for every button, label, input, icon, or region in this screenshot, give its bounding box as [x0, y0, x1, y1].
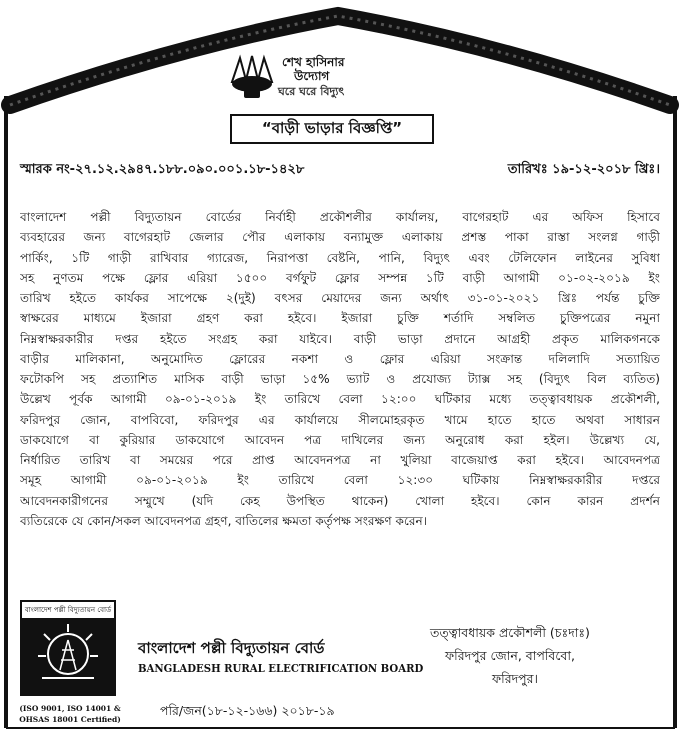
body-line: সমূহ আগামী ০৯-০১-২০১৯ ইং তারিখে বেলা ১২:৩০ ঘটিকায় নিম্নস্বাক্ষরকারীর দপ্তরে — [20, 473, 660, 488]
body-line: তারিখ হইতে কার্যকর সাপেক্ষে ২(দুই) বৎসর মেয়াদের জন্য অর্থাৎ ৩১-০১-২০২১ খ্রিঃ পর্যন্ত চুক্তি — [20, 291, 660, 305]
body-line: ব্যতিরেকে যে কোন/সকল আবেদনপত্র গ্রহণ, বাতিলের ক্ষমতা কর্তৃপক্ষ সংরক্ষণ করেন। — [20, 513, 428, 528]
body-line: স্বাক্ষরের মাধ্যমে ইজারা গ্রহণ করা হইবে। ইজারা চুক্তি শর্তাদি সম্বলিত চুক্তিপত্রের নমুনা — [20, 311, 660, 326]
body-line: নিম্নস্বাক্ষরকারীর দপ্তর হইতে সংগ্রহ করা যাইবে। বাড়ী ভাড়া প্রদানে আগ্রহী প্রকৃত মালিকগনকে — [20, 331, 660, 346]
body-line: ব্যবহারের জন্য বাগেরহাট জেলার পৌর এলাকায় বন্যামুক্ত এলাকায় প্রশস্ত পাকা রাস্তা সংলগ্ন গাড়ী — [20, 230, 660, 245]
org-name-english: BANGLADESH RURAL ELECTRIFICATION BOARD — [138, 662, 424, 675]
body-line: নির্ধারিত তারিখ বা সময়ের পরে প্রাপ্ত আবেদনপত্র না খুলিয়া বাজেয়াপ্ত করা হইবে। আবেদনপত্র — [20, 453, 660, 467]
breb-logo-caption: বাংলাদেশ পল্লী বিদ্যুতায়ন বোর্ড — [22, 602, 114, 618]
body-line: সহ নুণতম পক্ষে ফ্লোর এরিয়া ১৫০০ বর্গফুট ফ্লোর সম্পন্ন ১টি বাড়ী আগামী ০১-০২-২০১৯ ইং — [20, 270, 660, 285]
body-line: বাড়ীর মালিকানা, অনুমোদিত ফ্লোরের নকশা ও ফ্লোর এরিয়া সংক্রান্ত দলিলাদি সত্যায়িত — [20, 351, 660, 366]
org-name-bangla: বাংলাদেশ পল্লী বিদ্যুতায়ন বোর্ড — [138, 639, 325, 657]
logo-line-3: ঘরে ঘরে বিদ্যুৎ — [278, 85, 345, 98]
pylon-icon — [22, 618, 114, 694]
body-line: আবেদনকারীগনের সম্মুখে (যদি কেহ উপস্থিত থাকেন) খোলা হইবে। কোন কারন প্রদর্শন — [20, 493, 660, 508]
body-line: পার্কিং, ১টি গাড়ী রাখিবার গ্যারেজ, নিরাপত্তা বেষ্টনি, পানি, বিদ্যুৎ এবং টেলিফোন লাইনের সুবিধা — [20, 250, 660, 265]
signatory-office: ফরিদপুর জোন, বাপবিবো, — [445, 648, 575, 663]
body-line: ফরিদপুর জোন, বাপবিবো, ফরিদপুর এর কার্যালয়ে সীলমোহরকৃত খামে হাতে হাতে অথবা সাধারন — [20, 412, 660, 427]
body-line: বাংলাদেশ পল্লী বিদ্যুতায়ন বোর্ডের নির্বাহী প্রকৌশলীর কার্যালয়, বাগেরহাট এর অফিস হিসাবে — [20, 210, 660, 224]
logo-line-1: শেখ হাসিনার — [282, 55, 345, 69]
bulb-icon — [226, 52, 276, 100]
reference-line — [20, 160, 660, 182]
iso-certification: (ISO 9001, ISO 14001 & OHSAS 18001 Certified) — [19, 704, 121, 724]
body-line: ডাকযোগে বা কুরিয়ার ডাকযোগে আবেদন পত্র দাখিলের জন্য অনুরোধ করা হইল। উল্লেখ্য যে, — [20, 432, 660, 447]
memo-number: স্মারক নং-২৭.১২.২৯৪৭.১৮৮.০৯০.০০১.১৮-১৪২৮ — [20, 162, 305, 177]
body-line: ফটোকপি সহ প্রত্যাশিত মাসিক বাড়ী ভাড়া ১৫% ভ্যাট ও প্রযোজ্য ট্যাক্স সহ (বিদ্যুৎ বিল ব্যতিত) — [20, 372, 660, 386]
notice-date: তারিখঃ ১৯-১২-২০১৮ খ্রিঃ। — [507, 162, 660, 177]
campaign-logo — [226, 52, 426, 102]
signatory-place: ফরিদপুর। — [492, 671, 538, 686]
logo-line-2: উদ্যোগ — [294, 69, 330, 83]
publication-memo: পরি/জন(১৮-১২-১৬৬) ২০১৮-১৯ — [160, 703, 335, 718]
notice-title: “বাড়ী ভাড়ার বিজ্ঞপ্তি” — [230, 114, 434, 144]
notice-body — [20, 207, 660, 531]
body-line: উল্লেখ পূর্বক আগামী ০৯-০১-২০১৯ ইং তারিখে বেলা ১২:০০ ঘটিকার মধ্যে তত্ত্বাবধায়ক প্রকৌশলী, — [20, 392, 660, 407]
breb-logo — [20, 600, 116, 696]
signatory-title: তত্ত্বাবধায়ক প্রকৌশলী (চঃদাঃ) — [430, 625, 590, 640]
